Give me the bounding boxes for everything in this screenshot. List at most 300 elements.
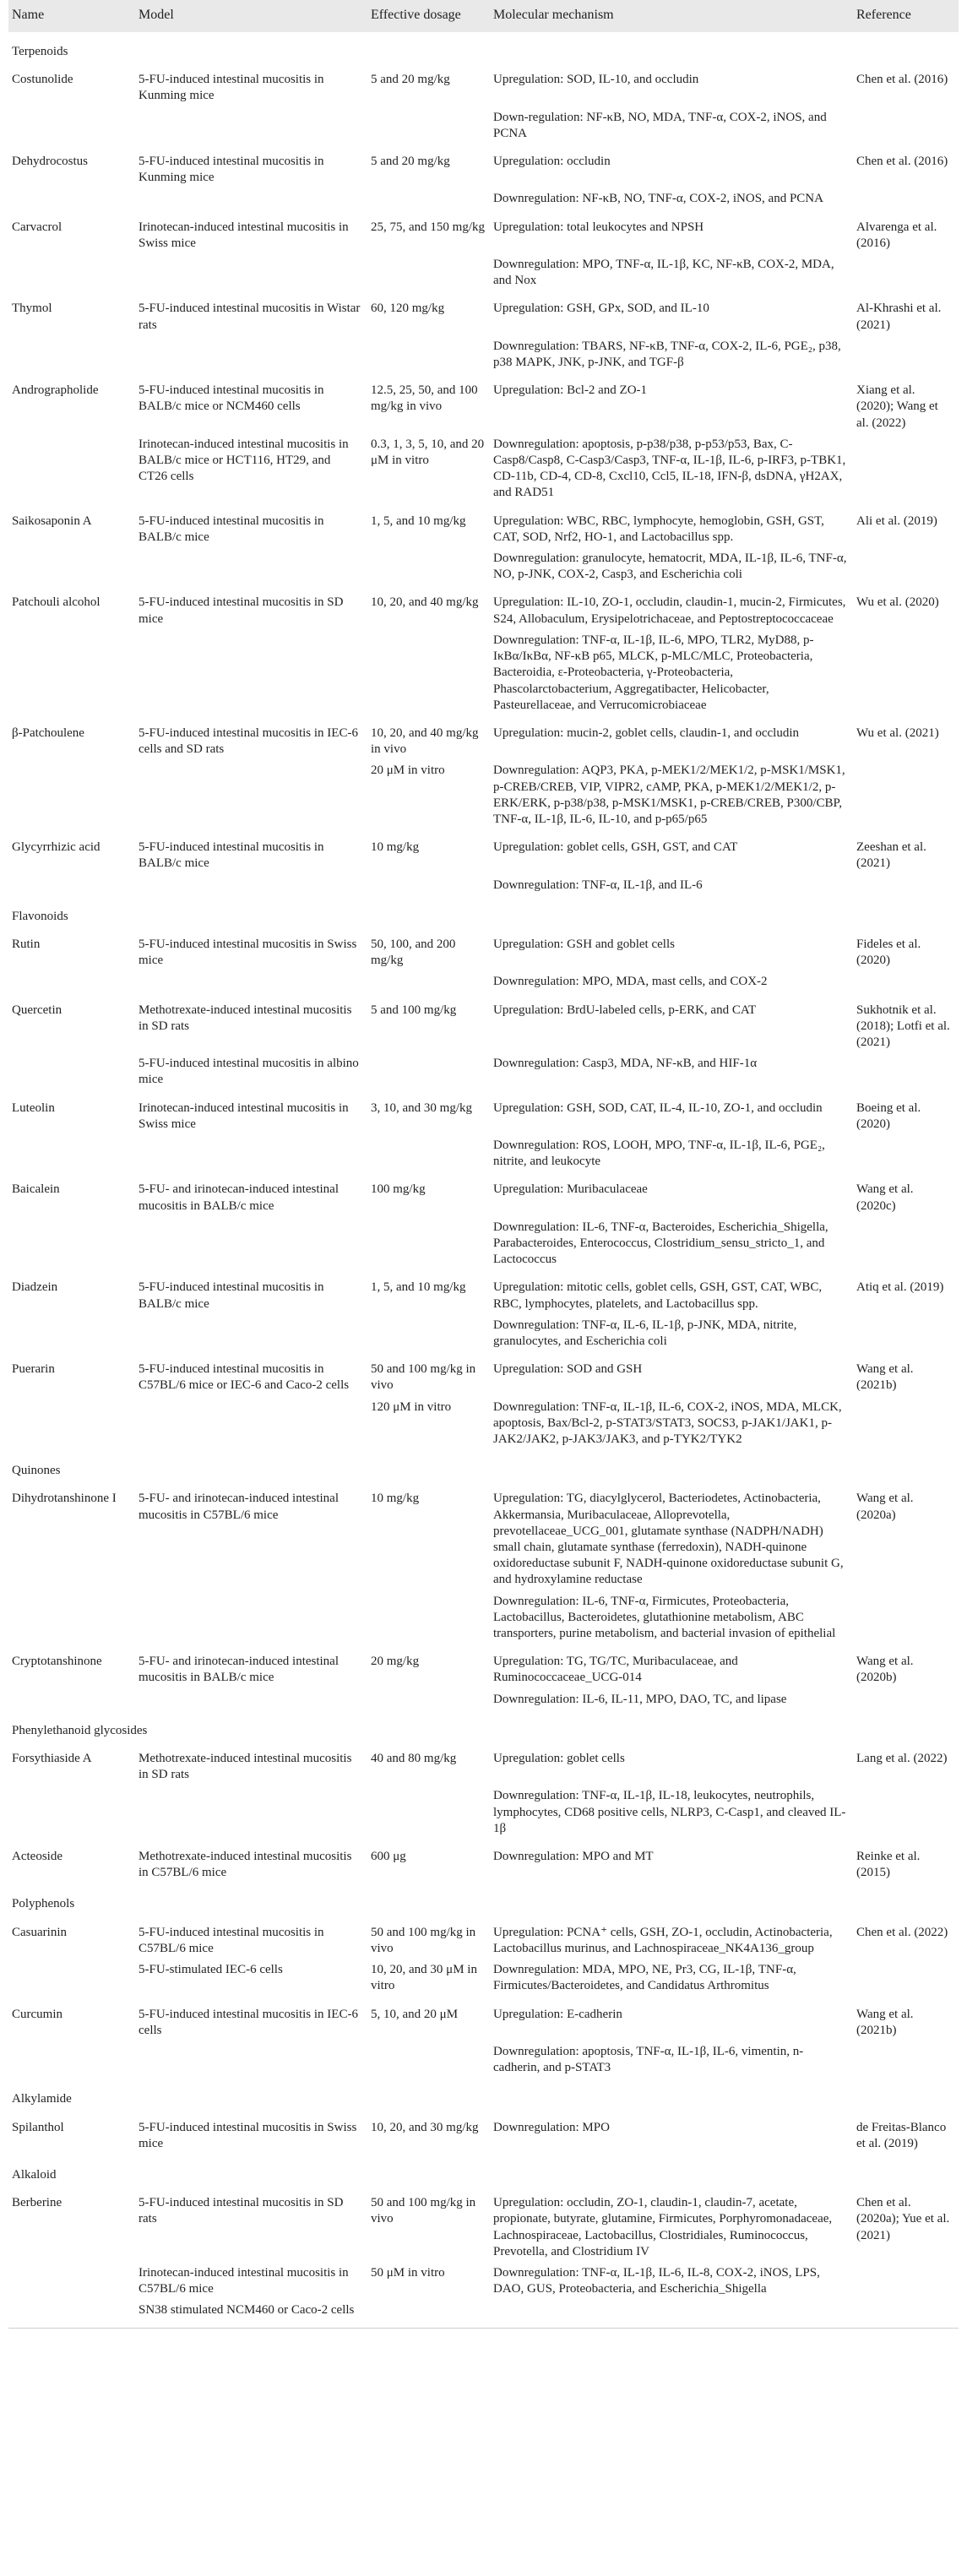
cell-mechanism: Downregulation: AQP3, PKA, p-MEK1/2/MEK1/2, p-MSK1/MSK1, p-CREB/CREB, VIP, VIPR2, cAMP, PKA, p-MEK1/2/MEK1/2, p-ERK/ERK, p-p38/p38, p-MSK1/MSK1, p-CREB/CREB, P300/CBP, TNF-α, IL-1β, IL-6, IL-10, and p-p65/p65	[493, 764, 845, 826]
cell-name	[8, 189, 135, 210]
category-label	[8, 897, 959, 927]
cell-reference: Sukhotnik et al. (2018); Lotfi et al. (2021)	[856, 1003, 950, 1049]
cell-name: Dihydrotanshinone I	[12, 1492, 117, 1506]
category-label-text: Polyphenols	[12, 1897, 75, 1911]
cell-mechanism: Downregulation: MDA, MPO, NE, Pr3, CG, IL-1β, TNF-α, Firmicutes/Bacteroidetes, and Candidatus Arthromitus	[493, 1963, 796, 1993]
cell-mechanism: Downregulation: granulocyte, hematocrit, MDA, IL-1β, IL-6, TNF-α, NO, p-JNK, COX-2, Casp3, and Escherichia coli	[493, 552, 847, 582]
cell-dosage	[367, 1316, 490, 1353]
cell-model	[135, 1786, 367, 1840]
cell-dosage	[367, 1054, 490, 1091]
cell-reference	[853, 1690, 959, 1711]
table-row	[8, 1690, 959, 1711]
cell-reference: de Freitas-Blanco et al. (2019)	[856, 2120, 947, 2150]
cell-model: 5-FU- and irinotecan-induced intestinal mucositis in BALB/c mice	[139, 1655, 340, 1685]
cell-name: Thymol	[12, 302, 52, 316]
table-row	[8, 586, 959, 630]
cell-name: Rutin	[12, 937, 41, 951]
cell-mechanism: Downregulation: TNF-α, IL-1β, IL-18, leukocytes, neutrophils, lymphocytes, CD68 positive cells, NLRP3, C-Casp1, and cleaved IL-1β	[493, 1789, 846, 1835]
cell-model: 5-FU-induced intestinal mucositis in BALB/c mice	[139, 840, 324, 871]
category-label	[8, 32, 959, 62]
category-label	[8, 1451, 959, 1481]
cell-reference	[853, 631, 959, 717]
table-row	[8, 337, 959, 374]
table-row	[8, 2042, 959, 2079]
cell-model: Methotrexate-induced intestinal mucositis in SD rats	[139, 1003, 352, 1033]
cell-mechanism: Upregulation: goblet cells	[493, 1752, 625, 1766]
table-row	[8, 717, 959, 761]
cell-mechanism: Downregulation: MPO	[493, 2120, 610, 2134]
category-label-text: Alkylamide	[12, 2092, 72, 2106]
cell-name	[8, 255, 135, 292]
table-row	[8, 505, 959, 549]
cell-reference	[853, 2264, 959, 2301]
header-row	[8, 0, 959, 32]
cell-dosage	[367, 108, 490, 145]
cell-model	[135, 631, 367, 717]
cell-model: 5-FU-induced intestinal mucositis in Kunming mice	[139, 73, 324, 103]
cell-mechanism: Upregulation: E-cadherin	[493, 2007, 622, 2021]
cell-dosage: 10, 20, and 30 mg/kg	[371, 2120, 479, 2134]
cell-name	[8, 1592, 135, 1646]
table-row	[8, 972, 959, 993]
cell-reference: Chen et al. (2020a); Yue et al. (2021)	[856, 2196, 950, 2242]
cell-mechanism: Downregulation: TNF-α, IL-1β, IL-6, IL-8, COX-2, iNOS, LPS, DAO, GUS, Proteobacteria, and Escherichia_Shigella	[493, 2265, 820, 2296]
cell-name: Baicalein	[12, 1182, 60, 1197]
cell-model	[135, 1218, 367, 1272]
cell-name: β-Patchoulene	[12, 726, 84, 740]
cell-mechanism: Downregulation: TNF-α, IL-6, IL-1β, p-JNK, MDA, nitrite, granulocytes, and Escherichia coli	[493, 1318, 797, 1348]
cell-dosage: 120 μM in vitro	[371, 1399, 452, 1414]
cell-mechanism: Downregulation: IL-6, IL-11, MPO, DAO, TC, and lipase	[493, 1692, 787, 1706]
cell-model	[135, 549, 367, 586]
table-row	[8, 189, 959, 210]
cell-reference	[853, 2042, 959, 2079]
cell-name	[8, 876, 135, 897]
cell-mechanism: Downregulation: TNF-α, IL-1β, and IL-6	[493, 878, 703, 892]
cell-model: 5-FU-induced intestinal mucositis in IEC-6 cells	[139, 2007, 358, 2037]
cell-mechanism: Downregulation: IL-6, TNF-α, Firmicutes, Proteobacteria, Lactobacillus, Bacteroidetes, glutathionine metabolism, ABC transporters, purine metabolism, and bacterial invasion of epithelial	[493, 1594, 836, 1641]
cell-reference: Chen et al. (2016)	[856, 155, 948, 169]
cell-reference: Zeeshan et al. (2021)	[856, 840, 926, 871]
cell-model: 5-FU-induced intestinal mucositis in Kunming mice	[139, 155, 324, 185]
cell-reference	[853, 337, 959, 374]
category-label-text: Alkaloid	[12, 2167, 57, 2182]
cell-reference	[853, 189, 959, 210]
table-row	[8, 255, 959, 292]
cell-reference: Al-Khrashi et al. (2021)	[856, 302, 942, 332]
category-label-text: Flavonoids	[12, 909, 68, 923]
category-label	[8, 2155, 959, 2185]
cell-reference	[853, 1054, 959, 1091]
cell-mechanism: Downregulation: apoptosis, TNF-α, IL-1β, IL-6, vimentin, n-cadherin, and p-STAT3	[493, 2044, 804, 2075]
cell-model	[135, 972, 367, 993]
cell-mechanism: Upregulation: Bcl-2 and ZO-1	[493, 383, 648, 398]
table-row	[8, 145, 959, 189]
header-mechanism: Molecular mechanism	[490, 0, 853, 32]
cell-name	[8, 1786, 135, 1840]
cell-mechanism: Upregulation: SOD, IL-10, and occludin	[493, 73, 699, 87]
category-label	[8, 1884, 959, 1914]
cell-dosage	[367, 1690, 490, 1711]
cell-model	[135, 1690, 367, 1711]
cell-mechanism: Downregulation: MPO and MT	[493, 1850, 654, 1864]
table-row	[8, 1645, 959, 1689]
table-row	[8, 1271, 959, 1315]
table-row	[8, 1741, 959, 1786]
table-row	[8, 1173, 959, 1217]
category-row	[8, 897, 959, 927]
cell-model: SN38 stimulated NCM460 or Caco-2 cells	[135, 2301, 367, 2328]
cell-reference	[853, 435, 959, 505]
cell-model	[135, 337, 367, 374]
cell-name	[8, 2301, 135, 2328]
cell-model: 5-FU-induced intestinal mucositis in C57BL/6 mice or IEC-6 and Caco-2 cells	[139, 1362, 350, 1393]
cell-name	[8, 435, 135, 505]
cell-name: Glycyrrhizic acid	[12, 840, 101, 855]
cell-name	[8, 1960, 135, 1997]
table-row	[8, 927, 959, 972]
cell-model	[135, 761, 367, 831]
cell-name	[8, 972, 135, 993]
table-row	[8, 1218, 959, 1272]
cell-mechanism: Upregulation: mucin-2, goblet cells, claudin-1, and occludin	[493, 726, 799, 740]
cell-mechanism: Upregulation: Muribaculaceae	[493, 1182, 648, 1197]
cell-name: Carvacrol	[12, 220, 62, 234]
cell-mechanism: Downregulation: TNF-α, IL-1β, IL-6, MPO, TLR2, MyD88, p-IκBα/IκBα, NF-κB p65, MLCK, p-MLC/MLC, Proteobacteria, Bacteroidia, ε-Proteobacteria, γ-Proteobacteria, Phascolarctobacterium, Aggregatibacter, Helicobacter, Pasteurellaceae, and Verrucomicrobiaceae	[493, 633, 814, 712]
cell-mechanism: Upregulation: occludin	[493, 155, 611, 169]
cell-model: 5-FU-induced intestinal mucositis in SD rats	[139, 2196, 344, 2226]
table-header	[8, 0, 959, 32]
cell-dosage: 20 μM in vitro	[371, 764, 445, 778]
cell-reference: Wang et al. (2021b)	[856, 2007, 914, 2037]
cell-dosage: 10, 20, and 40 mg/kg in vivo	[371, 726, 479, 757]
cell-mechanism: Down-regulation: NF-κB, NO, MDA, TNF-α, COX-2, iNOS, and PCNA	[493, 110, 827, 140]
cell-reference	[853, 1592, 959, 1646]
cell-reference	[853, 1398, 959, 1452]
category-label	[8, 2079, 959, 2109]
cell-name: Casuarinin	[12, 1925, 67, 1939]
cell-dosage: 600 μg	[371, 1850, 406, 1864]
cell-name: Forsythiaside A	[12, 1752, 92, 1766]
cell-reference	[853, 1960, 959, 1997]
cell-name: Berberine	[12, 2196, 62, 2210]
table-row	[8, 2301, 959, 2328]
table-row	[8, 761, 959, 831]
cell-reference: Xiang et al. (2020); Wang et al. (2022)	[856, 383, 938, 430]
cell-dosage: 100 mg/kg	[371, 1182, 426, 1197]
cell-mechanism: Upregulation: goblet cells, GSH, GST, and CAT	[493, 840, 738, 855]
cell-model	[135, 876, 367, 897]
cell-reference	[853, 1786, 959, 1840]
cell-model: 5-FU-induced intestinal mucositis in Swiss mice	[139, 937, 357, 968]
cell-model: Irinotecan-induced intestinal mucositis in BALB/c mice or HCT116, HT29, and CT26 cells	[139, 437, 349, 484]
table-row	[8, 435, 959, 505]
cell-dosage	[367, 1136, 490, 1173]
category-label-text: Quinones	[12, 1464, 61, 1478]
category-label-text: Phenylethanoid glycosides	[12, 1723, 148, 1737]
cell-dosage: 50 and 100 mg/kg in vivo	[371, 1362, 476, 1393]
cell-model	[135, 2042, 367, 2079]
cell-reference	[853, 2301, 959, 2328]
cell-mechanism: Downregulation: MPO, MDA, mast cells, and COX-2	[493, 975, 768, 989]
table-row	[8, 994, 959, 1055]
cell-dosage: 40 and 80 mg/kg	[371, 1752, 457, 1766]
cell-name	[8, 2264, 135, 2301]
cell-model: 5-FU-induced intestinal mucositis in BALB/c mice	[139, 1280, 324, 1311]
table-body	[8, 32, 959, 2328]
cell-dosage: 10, 20, and 30 μM in vitro	[371, 1963, 477, 1993]
cell-mechanism: Upregulation: TG, TG/TC, Muribaculaceae, and Ruminococcaceae_UCG-014	[493, 1655, 738, 1685]
cell-reference: Boeing et al. (2020)	[856, 1101, 921, 1131]
cell-model	[135, 255, 367, 292]
cell-dosage: 10, 20, and 40 mg/kg	[371, 595, 479, 610]
cell-dosage	[367, 1786, 490, 1840]
cell-reference: Wu et al. (2021)	[856, 726, 939, 740]
category-row	[8, 2155, 959, 2185]
cell-model: Methotrexate-induced intestinal mucositis in SD rats	[139, 1752, 352, 1782]
cell-dosage: 10 mg/kg	[371, 840, 420, 855]
category-row	[8, 32, 959, 62]
table-row	[8, 1998, 959, 2042]
cell-reference: Ali et al. (2019)	[856, 514, 937, 528]
cell-name	[8, 2042, 135, 2079]
cell-model	[135, 189, 367, 210]
cell-reference	[853, 1136, 959, 1173]
compound-table	[8, 0, 959, 2329]
cell-dosage	[367, 189, 490, 210]
table-row	[8, 1092, 959, 1136]
cell-name: Luteolin	[12, 1101, 55, 1115]
cell-reference	[853, 972, 959, 993]
cell-reference: Wang et al. (2020c)	[856, 1182, 914, 1213]
cell-name	[8, 761, 135, 831]
cell-model: 5-FU-induced intestinal mucositis in albino mice	[139, 1057, 359, 1087]
table-row	[8, 1054, 959, 1091]
cell-dosage	[367, 255, 490, 292]
cell-mechanism: Downregulation: ROS, LOOH, MPO, TNF-α, IL-1β, IL-6, PGE₂, nitrite, and leukocyte	[493, 1138, 825, 1169]
table-row	[8, 62, 959, 107]
table-row	[8, 549, 959, 586]
table-row	[8, 1481, 959, 1591]
cell-model	[135, 1398, 367, 1452]
cell-dosage	[367, 2042, 490, 2079]
table-row	[8, 1592, 959, 1646]
cell-dosage: 0.3, 1, 3, 5, 10, and 20 μM in vitro	[371, 437, 485, 468]
cell-name	[8, 1690, 135, 1711]
cell-model: 5-FU-induced intestinal mucositis in BALB/c mice	[139, 514, 324, 544]
cell-dosage: 50 and 100 mg/kg in vivo	[371, 1925, 476, 1955]
cell-model: 5-FU-stimulated IEC-6 cells	[139, 1963, 283, 1977]
cell-dosage	[367, 631, 490, 717]
cell-mechanism: Upregulation: GSH, SOD, CAT, IL-4, IL-10, ZO-1, and occludin	[493, 1101, 823, 1115]
cell-mechanism	[490, 2301, 853, 2328]
cell-model: 5-FU-induced intestinal mucositis in SD mice	[139, 595, 344, 626]
cell-mechanism: Upregulation: mitotic cells, goblet cells, GSH, GST, CAT, WBC, RBC, lymphocytes, platelets, and Lactobacillus spp.	[493, 1280, 823, 1311]
table-row	[8, 831, 959, 875]
table-row	[8, 2264, 959, 2301]
header-model: Model	[135, 0, 367, 32]
cell-name	[8, 1316, 135, 1353]
cell-dosage: 50 and 100 mg/kg in vivo	[371, 2196, 476, 2226]
cell-name	[8, 549, 135, 586]
cell-reference	[853, 1316, 959, 1353]
table-row	[8, 211, 959, 255]
table-row	[8, 2110, 959, 2155]
cell-dosage	[367, 876, 490, 897]
table-row	[8, 2185, 959, 2264]
cell-model: 5-FU- and irinotecan-induced intestinal mucositis in BALB/c mice	[139, 1182, 340, 1213]
cell-mechanism: Downregulation: Casp3, MDA, NF-κB, and HIF-1α	[493, 1057, 758, 1071]
cell-name	[8, 337, 135, 374]
cell-name	[8, 1398, 135, 1452]
cell-name: Costunolide	[12, 73, 73, 87]
cell-model: 5-FU- and irinotecan-induced intestinal mucositis in C57BL/6 mice	[139, 1492, 340, 1522]
cell-mechanism: Upregulation: occludin, ZO-1, claudin-1, claudin-7, acetate, propionate, butyrate, glutamine, Firmicutes, Porphyromonadaceae, Lachnospiraceae, Lactobacillus, Clostridiales, Ruminococcus, Prevotella, and Clostridium IV	[493, 2196, 833, 2258]
header-name: Name	[8, 0, 135, 32]
cell-dosage: 50, 100, and 200 mg/kg	[371, 937, 456, 968]
cell-reference: Chen et al. (2016)	[856, 73, 948, 87]
table-container	[8, 0, 959, 2329]
cell-model: 5-FU-induced intestinal mucositis in C57BL/6 mice	[139, 1925, 324, 1955]
cell-name: Quercetin	[12, 1003, 62, 1017]
cell-model: 5-FU-induced intestinal mucositis in Swiss mice	[139, 2120, 357, 2150]
table-row	[8, 1316, 959, 1353]
cell-name: Cryptotanshinone	[12, 1655, 102, 1669]
cell-mechanism: Downregulation: IL-6, TNF-α, Bacteroides, Escherichia_Shigella, Parabacteroides, Enterococcus, Clostridium_sensu_stricto_1, and Lactococcus	[493, 1220, 828, 1267]
cell-dosage	[367, 1218, 490, 1272]
cell-name	[8, 1136, 135, 1173]
cell-reference	[853, 108, 959, 145]
cell-reference	[853, 1218, 959, 1272]
category-row	[8, 2079, 959, 2109]
cell-dosage: 5 and 100 mg/kg	[371, 1003, 457, 1017]
cell-name	[8, 631, 135, 717]
cell-dosage	[367, 2301, 490, 2328]
header-dosage: Effective dosage	[367, 0, 490, 32]
cell-model: Methotrexate-induced intestinal mucositis in C57BL/6 mice	[139, 1850, 352, 1880]
table-row	[8, 1960, 959, 1997]
cell-dosage: 10 mg/kg	[371, 1492, 420, 1506]
cell-model	[135, 1316, 367, 1353]
table-row	[8, 1398, 959, 1452]
cell-dosage: 5, 10, and 20 μM	[371, 2007, 459, 2021]
cell-mechanism: Upregulation: PCNA⁺ cells, GSH, ZO-1, occludin, Actinobacteria, Lactobacillus murinus, and Lachnospiraceae_NK4A136_group	[493, 1925, 833, 1955]
cell-mechanism: Downregulation: MPO, TNF-α, IL-1β, KC, NF-κB, COX-2, MDA, and Nox	[493, 258, 834, 288]
category-row	[8, 1711, 959, 1741]
cell-name: Acteoside	[12, 1850, 62, 1864]
cell-dosage: 25, 75, and 150 mg/kg	[371, 220, 485, 234]
cell-model: 5-FU-induced intestinal mucositis in IEC-6 cells and SD rats	[139, 726, 358, 757]
cell-reference: Wu et al. (2020)	[856, 595, 939, 610]
cell-model: Irinotecan-induced intestinal mucositis in C57BL/6 mice	[139, 2265, 349, 2296]
category-row	[8, 1884, 959, 1914]
cell-mechanism: Upregulation: GSH and goblet cells	[493, 937, 675, 951]
cell-name: Andrographolide	[12, 383, 99, 398]
cell-model: Irinotecan-induced intestinal mucositis in Swiss mice	[139, 1101, 349, 1131]
cell-reference	[853, 255, 959, 292]
cell-reference	[853, 549, 959, 586]
cell-model	[135, 108, 367, 145]
cell-model: 5-FU-induced intestinal mucositis in BALB/c mice or NCM460 cells	[139, 383, 324, 414]
cell-mechanism: Downregulation: TNF-α, IL-1β, IL-6, COX-2, iNOS, MDA, MLCK, apoptosis, Bax/Bcl-2, p-STAT3/STAT3, SOCS3, p-JAK1/JAK1, p-JAK2/JAK2, p-JAK3/JAK3, and p-TYK2/TYK2	[493, 1399, 842, 1447]
cell-name: Diadzein	[12, 1280, 58, 1295]
cell-model: Irinotecan-induced intestinal mucositis in Swiss mice	[139, 220, 349, 250]
category-row	[8, 1451, 959, 1481]
cell-mechanism: Upregulation: BrdU-labeled cells, p-ERK, and CAT	[493, 1003, 757, 1017]
cell-name: Saikosaponin A	[12, 514, 92, 528]
category-label	[8, 1711, 959, 1741]
cell-name: Patchouli alcohol	[12, 595, 101, 610]
cell-name	[8, 1218, 135, 1272]
cell-dosage: 5 and 20 mg/kg	[371, 73, 450, 87]
cell-mechanism: Upregulation: WBC, RBC, lymphocyte, hemoglobin, GSH, GST, CAT, SOD, Nrf2, HO-1, and Lactobacillus spp.	[493, 514, 824, 544]
cell-dosage	[367, 1592, 490, 1646]
cell-dosage	[367, 972, 490, 993]
table-row	[8, 876, 959, 897]
cell-dosage	[367, 337, 490, 374]
cell-reference	[853, 761, 959, 831]
cell-model: 5-FU-induced intestinal mucositis in Wistar rats	[139, 302, 361, 332]
cell-reference: Reinke et al. (2015)	[856, 1850, 921, 1880]
table-row	[8, 1840, 959, 1884]
cell-reference: Atiq et al. (2019)	[856, 1280, 944, 1295]
header-reference: Reference	[853, 0, 959, 32]
table-row	[8, 1915, 959, 1960]
cell-model	[135, 1592, 367, 1646]
cell-mechanism: Upregulation: total leukocytes and NPSH	[493, 220, 704, 234]
cell-mechanism: Downregulation: apoptosis, p-p38/p38, p-p53/p53, Bax, C-Casp8/Casp8, C-Casp3/Casp3, TNF-α, IL-1β, IL-6, p-IRF3, p-TBK1, CD-11b, CD-4, CD-8, Cxcl10, Ccl5, IL-18, IFN-β, dsDNA, γH2AX, and RAD51	[493, 437, 846, 500]
table-row	[8, 292, 959, 336]
cell-name: Puerarin	[12, 1362, 55, 1377]
table-row	[8, 1786, 959, 1840]
cell-name: Spilanthol	[12, 2120, 64, 2134]
cell-reference: Wang et al. (2020b)	[856, 1655, 914, 1685]
cell-dosage	[367, 549, 490, 586]
cell-name	[8, 1054, 135, 1091]
cell-reference: Fideles et al. (2020)	[856, 937, 921, 968]
cell-dosage: 50 μM in vitro	[371, 2265, 445, 2280]
cell-name: Curcumin	[12, 2007, 62, 2021]
cell-reference: Chen et al. (2022)	[856, 1925, 948, 1939]
cell-mechanism: Upregulation: TG, diacylglycerol, Bacteriodetes, Actinobacteria, Akkermansia, Muribaculaceae, Alloprevotella, prevotellaceae_UCG_001, glutamate synthase (NADPH/NADH) small chain, glutamate synthase (ferredoxin), NADH-quinone oxidoreductase subunit F, NADH-quinone oxidoreductase subunit G, and hydroxylamine reductase	[493, 1492, 844, 1587]
cell-dosage: 60, 120 mg/kg	[371, 302, 445, 316]
cell-mechanism: Downregulation: TBARS, NF-κB, TNF-α, COX-2, IL-6, PGE₂, p38, p38 MAPK, JNK, p-JNK, and TGF-β	[493, 339, 841, 370]
table-row	[8, 374, 959, 435]
cell-dosage: 20 mg/kg	[371, 1655, 420, 1669]
cell-dosage: 12.5, 25, 50, and 100 mg/kg in vivo	[371, 383, 478, 414]
cell-dosage: 3, 10, and 30 mg/kg	[371, 1101, 472, 1115]
cell-dosage: 1, 5, and 10 mg/kg	[371, 514, 466, 528]
cell-reference: Wang et al. (2021b)	[856, 1362, 914, 1393]
cell-mechanism: Upregulation: GSH, GPx, SOD, and IL-10	[493, 302, 709, 316]
cell-dosage: 5 and 20 mg/kg	[371, 155, 450, 169]
cell-model	[135, 1136, 367, 1173]
table-row	[8, 1353, 959, 1397]
cell-name: Dehydrocostus	[12, 155, 88, 169]
cell-reference	[853, 876, 959, 897]
category-label-text: Terpenoids	[12, 45, 68, 58]
table-row	[8, 631, 959, 717]
cell-mechanism: Upregulation: SOD and GSH	[493, 1362, 643, 1377]
table-row	[8, 1136, 959, 1173]
cell-mechanism: Upregulation: IL-10, ZO-1, occludin, claudin-1, mucin-2, Firmicutes, S24, Allobaculum, Erysipelotrichaceae, and Peptostreptococcaceae	[493, 595, 846, 626]
cell-dosage: 1, 5, and 10 mg/kg	[371, 1280, 466, 1295]
cell-reference: Wang et al. (2020a)	[856, 1492, 914, 1522]
cell-reference: Alvarenga et al. (2016)	[856, 220, 937, 250]
cell-mechanism: Downregulation: NF-κB, NO, TNF-α, COX-2, iNOS, and PCNA	[493, 192, 823, 206]
cell-name	[8, 108, 135, 145]
table-row	[8, 108, 959, 145]
